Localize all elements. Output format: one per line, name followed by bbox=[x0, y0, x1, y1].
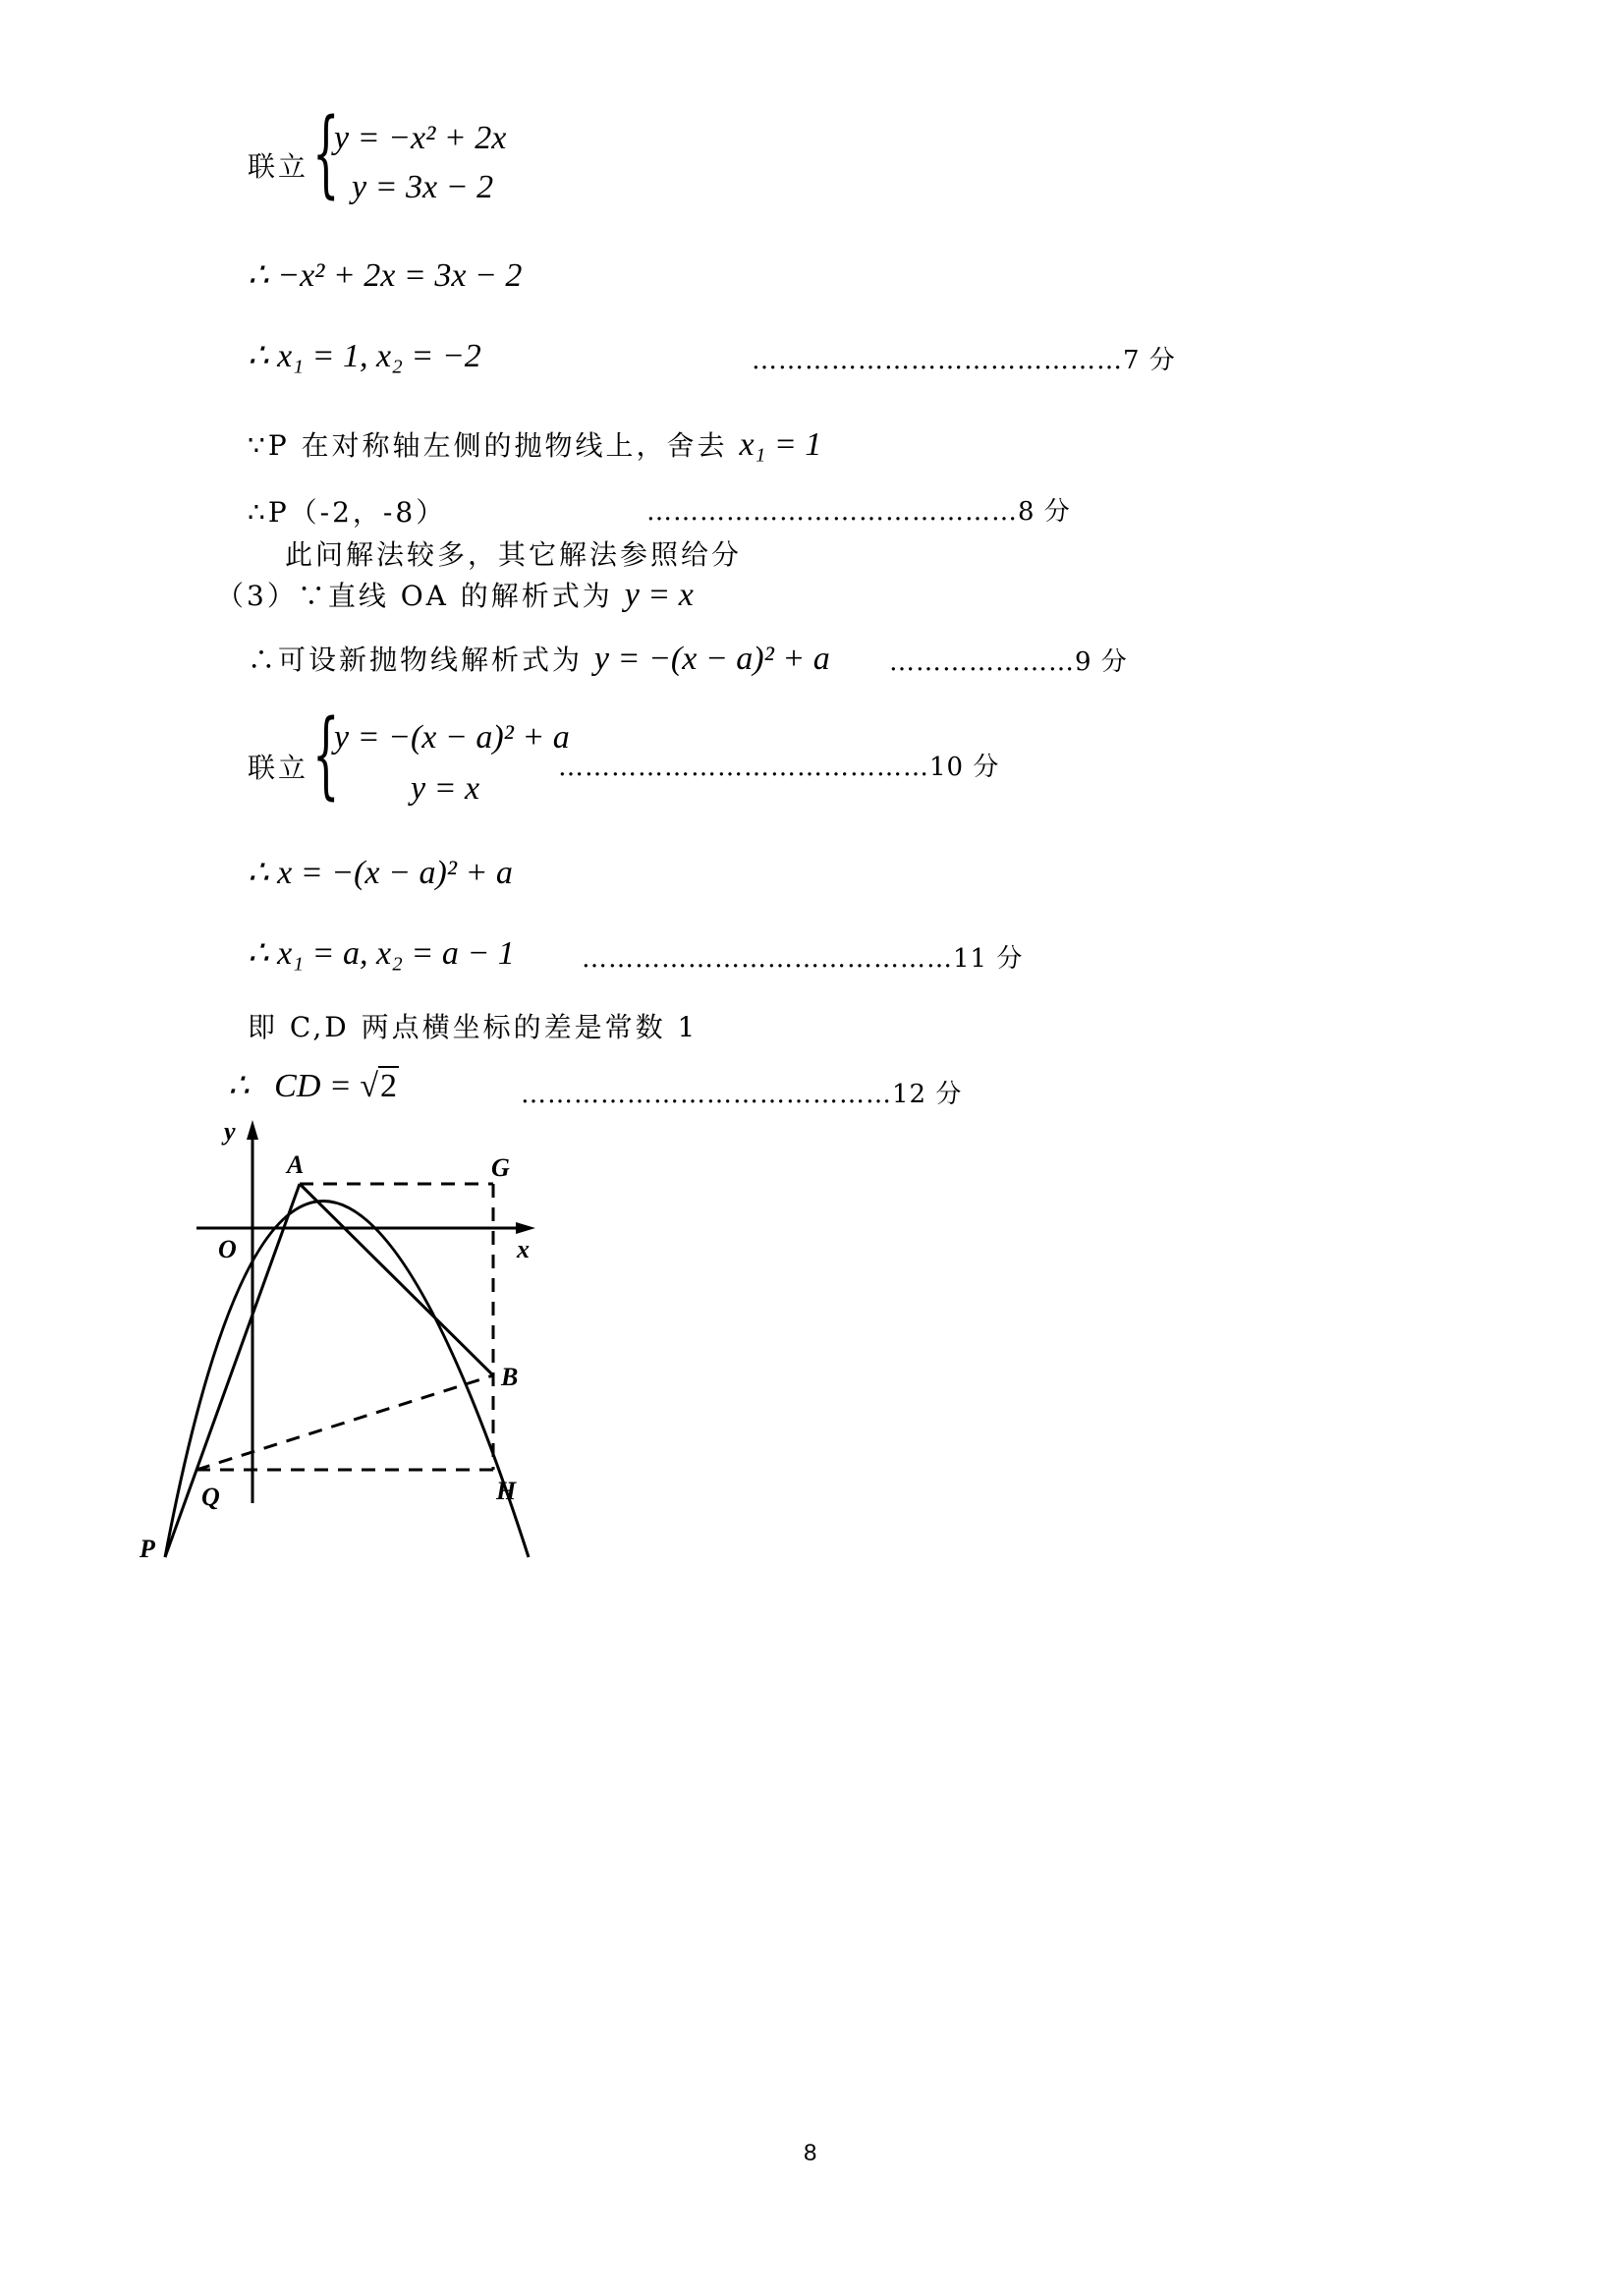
label-q: Q bbox=[201, 1483, 220, 1511]
parabola-figure bbox=[140, 1110, 560, 1572]
left-brace-2: { bbox=[312, 700, 340, 810]
label-p: P bbox=[140, 1535, 155, 1563]
system-1-eq2: y = 3x − 2 bbox=[352, 169, 494, 205]
label-o: O bbox=[218, 1235, 237, 1263]
equation-line-10: ∴ x = −(x − a)² + a bbox=[248, 855, 513, 891]
y-axis-arrow bbox=[247, 1120, 258, 1140]
reason-line-4: ∵P 在对称轴左侧的抛物线上，舍去 x₁ = 1 bbox=[248, 426, 822, 463]
segment-ab bbox=[300, 1184, 493, 1375]
label-h: H bbox=[496, 1477, 517, 1505]
label-a: A bbox=[287, 1150, 305, 1179]
system-1-eq1: y = −x² + 2x bbox=[334, 120, 507, 156]
system-2-eq2: y = x bbox=[411, 770, 480, 807]
point-p-line: ∴P（-2，-8） bbox=[248, 496, 447, 529]
score-9: …………………9 分 bbox=[889, 647, 1128, 677]
label-b: B bbox=[501, 1363, 519, 1391]
dashed-qb bbox=[196, 1375, 493, 1470]
score-8: ……………………………………8 分 bbox=[646, 497, 1071, 527]
score-11: ……………………………………11 分 bbox=[582, 944, 1024, 974]
page-number: 8 bbox=[804, 2140, 817, 2166]
label-g: G bbox=[491, 1153, 510, 1182]
x-axis-arrow bbox=[516, 1222, 535, 1234]
score-10: ……………………………………10 分 bbox=[558, 753, 1000, 782]
cd-result-line: ∴ CD = √2 bbox=[228, 1068, 397, 1104]
new-parabola-line: ∴可设新抛物线解析式为 y = −(x − a)² + a bbox=[248, 641, 830, 677]
equation-line-2: ∴ −x² + 2x = 3x − 2 bbox=[248, 257, 523, 294]
label-y: y bbox=[224, 1117, 236, 1146]
label-x: x bbox=[517, 1235, 530, 1263]
score-7: ……………………………………7 分 bbox=[752, 346, 1176, 375]
part3-line: （3）∵直线 OA 的解析式为 y = x bbox=[216, 577, 694, 613]
left-brace-1: { bbox=[312, 98, 340, 208]
conclusion-line: 即 C,D 两点横坐标的差是常数 1 bbox=[248, 1011, 699, 1043]
system-label-1: 联立 bbox=[248, 150, 309, 183]
system-label-2: 联立 bbox=[248, 752, 309, 784]
equation-roots-2: ∴ x₁ = a, x₂ = a − 1 bbox=[248, 935, 515, 972]
score-12: ……………………………………12 分 bbox=[521, 1080, 963, 1109]
system-2-eq1: y = −(x − a)² + a bbox=[334, 719, 570, 756]
note-line: 此问解法较多，其它解法参照给分 bbox=[285, 538, 743, 571]
equation-roots-1: ∴ x₁ = 1, x₂ = −2 bbox=[248, 338, 481, 374]
